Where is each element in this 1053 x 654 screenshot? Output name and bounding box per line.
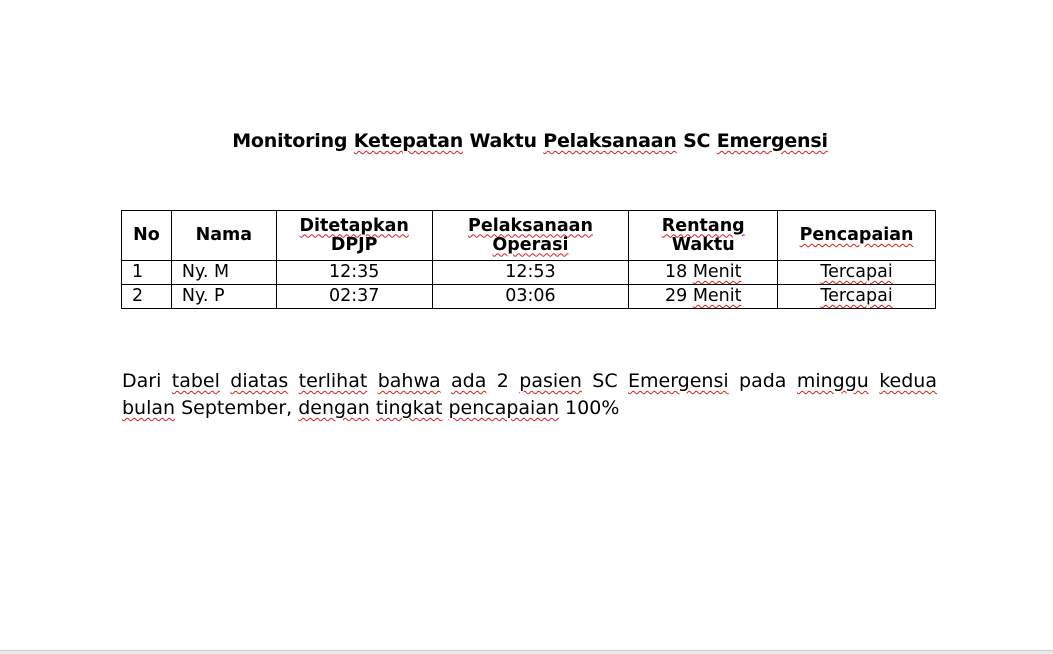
cell-no: 1 — [122, 261, 172, 285]
paragraph-part: SC — [581, 370, 628, 392]
rentang-unit: Menit — [692, 262, 742, 282]
cell-no: 2 — [122, 285, 172, 309]
paragraph-part: 2 — [486, 370, 520, 392]
header-pelaksanaan-operasi — [432, 211, 629, 261]
rentang-number: 29 — [664, 286, 688, 306]
paragraph-part — [367, 370, 377, 392]
cell-pelaksanaan: 03:06 — [432, 285, 629, 309]
header-text: Rentang — [661, 215, 745, 236]
header-text: Pelaksanaan — [468, 215, 593, 236]
header-text: Ditetapkan — [299, 215, 409, 236]
cell-ditetapkan: 12:35 — [276, 261, 432, 285]
rentang-number: 18 — [664, 262, 688, 282]
paragraph-part: Emergensi — [628, 370, 729, 392]
title-part: Pelaksanaan — [543, 130, 677, 152]
title-part: Emergensi — [716, 130, 828, 152]
summary-paragraph — [122, 368, 937, 422]
header-pencapaian — [778, 211, 936, 261]
paragraph-part: Dari — [122, 370, 172, 392]
header-text: Operasi — [492, 234, 569, 255]
paragraph-part — [220, 370, 230, 392]
paragraph-part: kedua — [879, 370, 937, 392]
header-text: DPJP — [330, 234, 378, 255]
paragraph-part: diatas — [230, 370, 289, 392]
table-header-row — [122, 211, 936, 261]
cell-pencapaian — [778, 261, 936, 285]
paragraph-part — [869, 370, 879, 392]
rentang-unit: Menit — [692, 286, 742, 306]
paragraph-part: tabel — [171, 370, 220, 392]
paragraph-part: ada — [451, 370, 487, 392]
cell-nama: Ny. M — [171, 261, 276, 285]
title-part: SC — [676, 130, 717, 152]
header-no — [122, 211, 172, 261]
paragraph-part — [288, 370, 298, 392]
paragraph-part: tingkat — [375, 397, 443, 419]
paragraph-part — [441, 370, 451, 392]
cell-rentang — [629, 285, 778, 309]
cell-ditetapkan: 02:37 — [276, 285, 432, 309]
header-rentang-waktu — [629, 211, 778, 261]
paragraph-part: dengan — [298, 397, 370, 419]
table-row — [122, 261, 936, 285]
cell-rentang — [629, 261, 778, 285]
cell-pencapaian — [778, 285, 936, 309]
paragraph-part: pada — [728, 370, 797, 392]
paragraph-part: pencapaian — [448, 397, 560, 419]
header-text: Pencapaian — [799, 225, 914, 245]
pencapaian-text: Tercapai — [820, 286, 893, 306]
header-text: Waktu — [671, 234, 735, 255]
paragraph-part: September, — [175, 397, 299, 419]
title-part: Monitoring — [232, 130, 354, 152]
paragraph-part: minggu — [796, 370, 869, 392]
paragraph-part: bahwa — [377, 370, 441, 392]
paragraph-part: terlihat — [298, 370, 368, 392]
monitoring-table — [121, 210, 936, 309]
pencapaian-text: Tercapai — [820, 262, 893, 282]
title-part: Ketepatan — [353, 130, 464, 152]
header-ditetapkan-dpjp — [276, 211, 432, 261]
cell-pelaksanaan: 12:53 — [432, 261, 629, 285]
paragraph-part: pasien — [519, 370, 582, 392]
header-text: Nama — [195, 225, 253, 245]
table-row — [122, 285, 936, 309]
page-bottom-edge — [0, 650, 1053, 654]
document-title — [0, 130, 1053, 152]
header-text: No — [133, 225, 160, 245]
title-part: Waktu — [463, 130, 544, 152]
header-nama — [171, 211, 276, 261]
paragraph-part: 100% — [559, 397, 620, 419]
paragraph-part: bulan — [122, 397, 176, 419]
cell-nama: Ny. P — [171, 285, 276, 309]
